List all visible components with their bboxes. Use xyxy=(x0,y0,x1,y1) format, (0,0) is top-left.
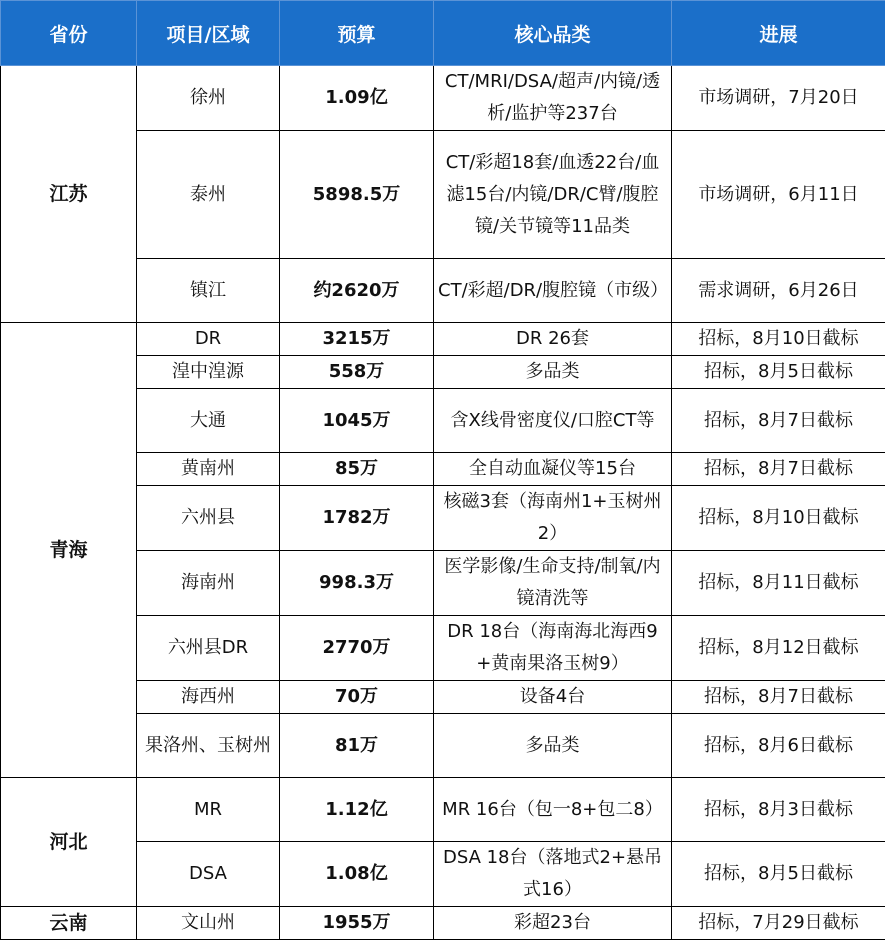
progress-cell: 招标，8月3日截标 xyxy=(672,778,885,842)
budget-cell: 1045万 xyxy=(280,389,434,453)
region-cell: 黄南州 xyxy=(137,453,280,486)
progress-cell: 市场调研，7月20日 xyxy=(672,66,885,131)
progress-cell: 招标，8月5日截标 xyxy=(672,356,885,389)
category-cell: 医学影像/生命支持/制氧/内镜清洗等 xyxy=(434,551,672,616)
category-cell: DR 18台（海南海北海西9+黄南果洛玉树9） xyxy=(434,616,672,681)
table-row xyxy=(1,778,885,842)
region-cell: 泰州 xyxy=(137,131,280,259)
progress-cell: 招标，8月12日截标 xyxy=(672,616,885,681)
region-cell: 大通 xyxy=(137,389,280,453)
progress-cell: 招标，8月10日截标 xyxy=(672,486,885,551)
category-cell: CT/MRI/DSA/超声/内镜/透析/监护等237台 xyxy=(434,66,672,131)
table-row xyxy=(1,66,885,131)
progress-cell: 市场调研，6月11日 xyxy=(672,131,885,259)
header-budget: 预算 xyxy=(280,1,434,66)
province-cell: 青海 xyxy=(1,323,137,778)
header-category: 核心品类 xyxy=(434,1,672,66)
budget-cell: 1.09亿 xyxy=(280,66,434,131)
progress-cell: 招标，8月6日截标 xyxy=(672,714,885,778)
region-cell: 镇江 xyxy=(137,259,280,323)
region-cell: 徐州 xyxy=(137,66,280,131)
header-progress: 进展 xyxy=(672,1,885,66)
progress-cell: 招标，8月7日截标 xyxy=(672,453,885,486)
province-cell: 云南 xyxy=(1,907,137,940)
budget-cell: 85万 xyxy=(280,453,434,486)
progress-cell: 招标，8月7日截标 xyxy=(672,681,885,714)
budget-cell: 1.12亿 xyxy=(280,778,434,842)
region-cell: 文山州 xyxy=(137,907,280,940)
budget-cell: 998.3万 xyxy=(280,551,434,616)
region-cell: 海西州 xyxy=(137,681,280,714)
progress-cell: 招标，8月10日截标 xyxy=(672,323,885,356)
category-cell: 彩超23台 xyxy=(434,907,672,940)
header-region: 项目/区域 xyxy=(137,1,280,66)
region-cell: 湟中湟源 xyxy=(137,356,280,389)
category-cell: CT/彩超18套/血透22台/血滤15台/内镜/DR/C臂/腹腔镜/关节镜等11品类 xyxy=(434,131,672,259)
category-cell: 多品类 xyxy=(434,714,672,778)
budget-cell: 81万 xyxy=(280,714,434,778)
progress-cell: 招标，8月5日截标 xyxy=(672,842,885,907)
category-cell: DSA 18台（落地式2+悬吊式16） xyxy=(434,842,672,907)
table-row xyxy=(1,907,885,940)
progress-cell: 招标，8月11日截标 xyxy=(672,551,885,616)
budget-cell: 1782万 xyxy=(280,486,434,551)
budget-cell: 5898.5万 xyxy=(280,131,434,259)
category-cell: 多品类 xyxy=(434,356,672,389)
budget-cell: 1955万 xyxy=(280,907,434,940)
province-cell: 江苏 xyxy=(1,66,137,323)
budget-cell: 558万 xyxy=(280,356,434,389)
progress-cell: 需求调研，6月26日 xyxy=(672,259,885,323)
province-cell: 河北 xyxy=(1,778,137,907)
region-cell: 六州县 xyxy=(137,486,280,551)
budget-cell: 约2620万 xyxy=(280,259,434,323)
progress-cell: 招标，8月7日截标 xyxy=(672,389,885,453)
region-cell: DR xyxy=(137,323,280,356)
category-cell: 含X线骨密度仪/口腔CT等 xyxy=(434,389,672,453)
budget-cell: 2770万 xyxy=(280,616,434,681)
region-cell: DSA xyxy=(137,842,280,907)
budget-cell: 70万 xyxy=(280,681,434,714)
category-cell: MR 16台（包一8+包二8） xyxy=(434,778,672,842)
table-row xyxy=(1,323,885,356)
budget-cell: 3215万 xyxy=(280,323,434,356)
category-cell: 核磁3套（海南州1+玉树州2） xyxy=(434,486,672,551)
region-cell: 六州县DR xyxy=(137,616,280,681)
region-cell: MR xyxy=(137,778,280,842)
header-province: 省份 xyxy=(1,1,137,66)
budget-cell: 1.08亿 xyxy=(280,842,434,907)
category-cell: CT/彩超/DR/腹腔镜（市级） xyxy=(434,259,672,323)
category-cell: DR 26套 xyxy=(434,323,672,356)
region-cell: 果洛州、玉树州 xyxy=(137,714,280,778)
category-cell: 设备4台 xyxy=(434,681,672,714)
header-row xyxy=(1,1,885,66)
category-cell: 全自动血凝仪等15台 xyxy=(434,453,672,486)
progress-cell: 招标，7月29日截标 xyxy=(672,907,885,940)
region-cell: 海南州 xyxy=(137,551,280,616)
